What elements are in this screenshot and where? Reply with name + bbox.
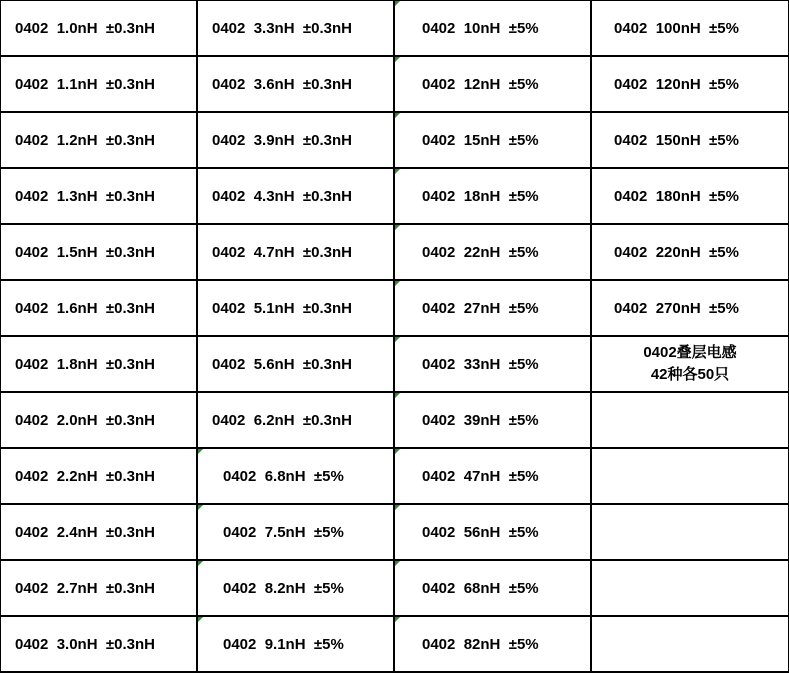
table-cell: 0402 2.0nH ±0.3nH bbox=[1, 393, 198, 449]
table-cell bbox=[198, 449, 395, 505]
table-cell bbox=[198, 505, 395, 561]
table-cell bbox=[198, 617, 395, 673]
table-cell: 0402 1.3nH ±0.3nH bbox=[1, 169, 198, 225]
table-cell: 0402 6.2nH ±0.3nH bbox=[198, 393, 395, 449]
cell-text: 0402 18nH ±5% bbox=[422, 187, 539, 205]
table-cell: 0402 150nH ±5% bbox=[592, 113, 789, 169]
cell-marker-icon bbox=[395, 169, 400, 174]
table-cell bbox=[395, 449, 592, 505]
table-cell: 0402 270nH ±5% bbox=[592, 281, 789, 337]
cell-text: 0402 27nH ±5% bbox=[422, 299, 539, 317]
table-cell: 0402 3.0nH ±0.3nH bbox=[1, 617, 198, 673]
table-cell: 0402 220nH ±5% bbox=[592, 225, 789, 281]
cell-marker-icon bbox=[395, 113, 400, 118]
table-cell: 0402 3.9nH ±0.3nH bbox=[198, 113, 395, 169]
table-cell bbox=[395, 505, 592, 561]
table-cell: 0402 1.6nH ±0.3nH bbox=[1, 281, 198, 337]
table-cell bbox=[395, 561, 592, 617]
empty-cell bbox=[592, 505, 789, 561]
cell-marker-icon bbox=[395, 449, 400, 454]
empty-cell bbox=[592, 561, 789, 617]
cell-marker-icon bbox=[395, 281, 400, 286]
summary-note: 0402叠层电感 42种各50只 bbox=[592, 337, 789, 393]
cell-text: 0402 47nH ±5% bbox=[422, 467, 539, 485]
table-cell: 0402 5.6nH ±0.3nH bbox=[198, 337, 395, 393]
cell-marker-icon bbox=[395, 393, 400, 398]
cell-text: 0402 7.5nH ±5% bbox=[223, 523, 344, 541]
table-cell bbox=[395, 617, 592, 673]
table-cell: 0402 4.7nH ±0.3nH bbox=[198, 225, 395, 281]
cell-text: 0402 22nH ±5% bbox=[422, 243, 539, 261]
cell-text: 0402 9.1nH ±5% bbox=[223, 635, 344, 653]
table-cell: 0402 5.1nH ±0.3nH bbox=[198, 281, 395, 337]
table-cell bbox=[395, 113, 592, 169]
table-cell: 0402 2.2nH ±0.3nH bbox=[1, 449, 198, 505]
empty-cell bbox=[592, 393, 789, 449]
cell-text: 0402 15nH ±5% bbox=[422, 131, 539, 149]
cell-marker-icon bbox=[198, 505, 203, 510]
table-cell: 0402 120nH ±5% bbox=[592, 57, 789, 113]
table-cell bbox=[395, 57, 592, 113]
cell-marker-icon bbox=[198, 617, 203, 622]
cell-marker-icon bbox=[198, 449, 203, 454]
cell-marker-icon bbox=[395, 57, 400, 62]
cell-text: 0402 68nH ±5% bbox=[422, 579, 539, 597]
table-cell: 0402 1.2nH ±0.3nH bbox=[1, 113, 198, 169]
cell-text: 0402 33nH ±5% bbox=[422, 355, 539, 373]
cell-text: 0402 39nH ±5% bbox=[422, 411, 539, 429]
cell-marker-icon bbox=[395, 561, 400, 566]
cell-text: 0402 6.8nH ±5% bbox=[223, 467, 344, 485]
cell-marker-icon bbox=[395, 617, 400, 622]
cell-text: 0402 82nH ±5% bbox=[422, 635, 539, 653]
cell-marker-icon bbox=[395, 225, 400, 230]
cell-marker-icon bbox=[395, 505, 400, 510]
cell-text: 0402 12nH ±5% bbox=[422, 75, 539, 93]
table-cell: 0402 1.5nH ±0.3nH bbox=[1, 225, 198, 281]
table-cell: 0402 1.8nH ±0.3nH bbox=[1, 337, 198, 393]
cell-text: 0402 56nH ±5% bbox=[422, 523, 539, 541]
table-cell bbox=[395, 1, 592, 57]
table-cell: 0402 1.1nH ±0.3nH bbox=[1, 57, 198, 113]
table-cell: 0402 2.7nH ±0.3nH bbox=[1, 561, 198, 617]
cell-text: 0402 8.2nH ±5% bbox=[223, 579, 344, 597]
table-cell: 0402 4.3nH ±0.3nH bbox=[198, 169, 395, 225]
table-cell: 0402 1.0nH ±0.3nH bbox=[1, 1, 198, 57]
cell-marker-icon bbox=[198, 561, 203, 566]
empty-cell bbox=[592, 449, 789, 505]
table-cell bbox=[395, 169, 592, 225]
cell-text: 0402 10nH ±5% bbox=[422, 19, 539, 37]
table-cell: 0402 2.4nH ±0.3nH bbox=[1, 505, 198, 561]
table-cell bbox=[395, 281, 592, 337]
table-cell bbox=[395, 225, 592, 281]
table-cell: 0402 3.6nH ±0.3nH bbox=[198, 57, 395, 113]
empty-cell bbox=[592, 617, 789, 673]
table-cell: 0402 3.3nH ±0.3nH bbox=[198, 1, 395, 57]
table-cell bbox=[198, 561, 395, 617]
table-cell bbox=[395, 393, 592, 449]
cell-marker-icon bbox=[395, 337, 400, 342]
table-cell: 0402 100nH ±5% bbox=[592, 1, 789, 57]
table-cell bbox=[395, 337, 592, 393]
table-cell: 0402 180nH ±5% bbox=[592, 169, 789, 225]
cell-marker-icon bbox=[395, 1, 400, 6]
